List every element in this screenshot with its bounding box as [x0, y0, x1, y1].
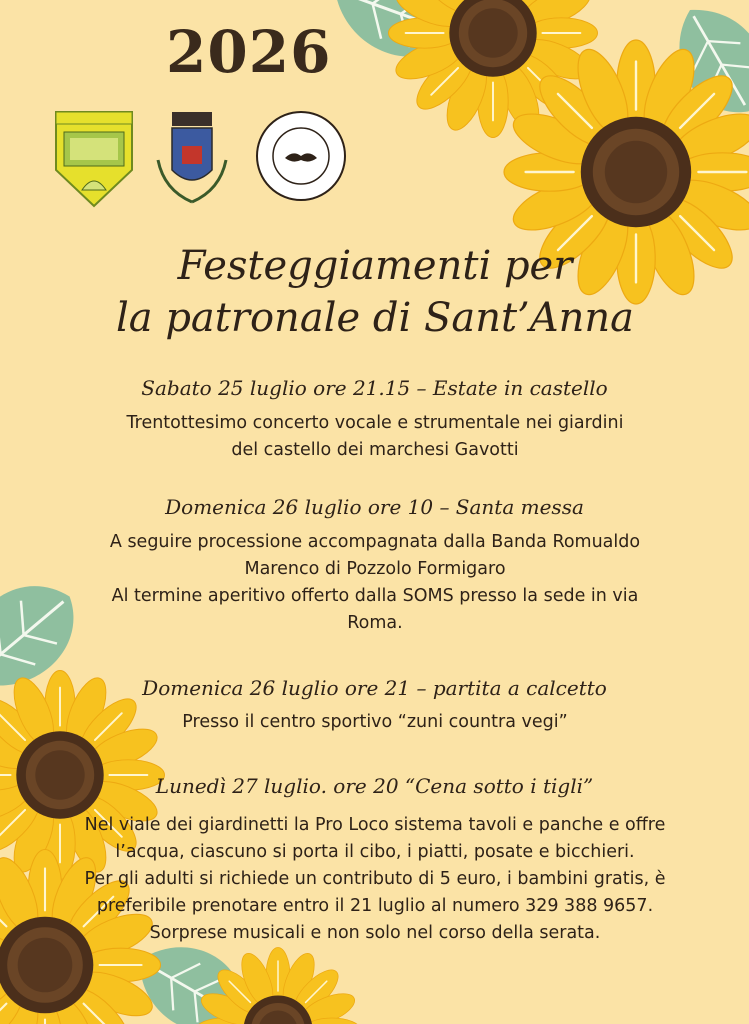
municipal-coat-of-arms-icon — [152, 110, 232, 210]
soms-seal-logo — [255, 110, 347, 202]
title-line-2: la patronale di Sant’Anna — [115, 295, 635, 341]
event-heading-2: Domenica 26 luglio ore 10 – Santa messa — [165, 495, 584, 519]
event-description-4: Nel viale dei giardinetti la Pro Loco sistema tavoli e panche e offre l’acqua, ciascuno si porta il cibo, i piatti, posate e bicchieri. Per gli adulti si richiede un contributo di 5 euro, i bambini gratis, è preferibile prenotare entro il 21 luglio al numero 329 388 9657. Sorprese musicali e non solo nel corso della serata. — [84, 815, 666, 943]
page-title — [80, 240, 670, 344]
event-year: 2026 — [166, 18, 332, 86]
event-description-2: A seguire processione accompagnata dalla Banda Romualdo Marenco di Pozzolo Formigaro Al termine aperitivo offerto dalla SOMS presso la sede in via Roma. — [109, 532, 641, 633]
title-line-1: Festeggiamenti per — [177, 243, 573, 289]
event-description-3: Presso il centro sportivo “zuni countra vegi” — [182, 712, 568, 732]
event-description-1: Trentottesimo concerto vocale e strumentale nei giardini del castello dei marchesi Gavotti — [126, 413, 624, 460]
event-heading-1: Sabato 25 luglio ore 21.15 – Estate in castello — [141, 376, 608, 400]
pro-loco-logo — [54, 110, 134, 208]
event-heading-4: Lunedì 27 luglio. ore 20 “Cena sotto i tigli” — [155, 774, 594, 798]
event-heading-3: Domenica 26 luglio ore 21 – partita a calcetto — [142, 676, 607, 700]
